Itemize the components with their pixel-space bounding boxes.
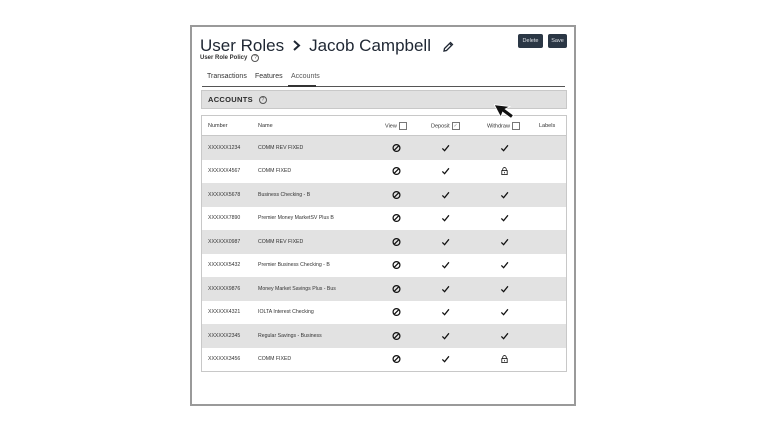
tab-features[interactable]: Features (255, 73, 283, 80)
account-name: Premier Money MarketSV Plus B (258, 215, 334, 222)
delete-button[interactable]: Delete (518, 34, 543, 48)
table-row[interactable] (202, 324, 566, 348)
account-number: XXXXXX7890 (208, 215, 241, 222)
view-permission[interactable] (392, 355, 401, 364)
tab-accounts[interactable]: Accounts (291, 73, 320, 80)
withdraw-permission[interactable] (500, 237, 509, 246)
deposit-select-all-checkbox[interactable]: ✓ (453, 122, 458, 129)
check-icon (500, 284, 509, 293)
account-name: Money Market Savings Plus - Bus (258, 285, 336, 292)
account-number: XXXXXX0987 (208, 238, 241, 245)
table-row[interactable] (202, 301, 566, 325)
subtitle-text: User Role Policy (200, 55, 248, 61)
user-role-policy-label (200, 54, 259, 62)
account-number: XXXXXX1234 (208, 144, 241, 151)
withdraw-permission[interactable] (500, 214, 509, 223)
blocked-icon (392, 167, 401, 176)
user-role-editor-panel (190, 25, 576, 406)
blocked-icon (392, 261, 401, 270)
account-name: Premier Business Checking - B (258, 262, 330, 269)
save-button[interactable]: Save (548, 34, 567, 48)
check-icon (500, 261, 509, 270)
table-body (202, 136, 566, 371)
account-name: COMM REV FIXED (258, 144, 304, 151)
account-number: XXXXXX5432 (208, 262, 241, 269)
deposit-permission[interactable] (441, 284, 450, 293)
account-number: XXXXXX4567 (208, 168, 241, 175)
table-row[interactable] (202, 183, 566, 207)
column-header-number: Number (208, 122, 228, 129)
blocked-icon (392, 308, 401, 317)
check-icon (500, 143, 509, 152)
column-header-deposit (431, 122, 460, 130)
account-name: IOLTA Interest Checking (258, 309, 314, 316)
check-icon (441, 237, 450, 246)
view-permission[interactable] (392, 308, 401, 317)
edit-pencil-icon[interactable] (441, 39, 455, 53)
deposit-permission[interactable] (441, 143, 450, 152)
withdraw-permission[interactable] (500, 308, 509, 317)
withdraw-permission[interactable] (500, 190, 509, 199)
table-row[interactable] (202, 254, 566, 278)
view-permission[interactable] (392, 214, 401, 223)
account-name: COMM REV FIXED (258, 238, 304, 245)
check-icon (441, 331, 450, 340)
check-icon (441, 143, 450, 152)
tab-bar (202, 72, 565, 87)
deposit-permission[interactable] (441, 355, 450, 364)
help-icon[interactable]: ? (251, 54, 259, 62)
withdraw-label: Withdraw (487, 122, 510, 129)
column-header-name: Name (258, 122, 273, 129)
table-row[interactable] (202, 207, 566, 231)
check-icon (441, 308, 450, 317)
check-icon (441, 355, 450, 364)
active-tab-indicator (288, 85, 316, 87)
check-icon (441, 190, 450, 199)
deposit-permission[interactable] (441, 237, 450, 246)
view-label: View (385, 122, 397, 129)
deposit-permission[interactable] (441, 308, 450, 317)
lock-icon (500, 167, 509, 176)
withdraw-permission[interactable] (500, 355, 509, 364)
column-header-labels: Labels (539, 122, 556, 129)
withdraw-permission[interactable] (500, 284, 509, 293)
deposit-permission[interactable] (441, 214, 450, 223)
check-icon (441, 261, 450, 270)
view-permission[interactable] (392, 190, 401, 199)
deposit-permission[interactable] (441, 190, 450, 199)
account-number: XXXXXX3456 (208, 356, 241, 363)
account-number: XXXXXX5678 (208, 191, 241, 198)
check-icon (441, 214, 450, 223)
view-permission[interactable] (392, 143, 401, 152)
deposit-permission[interactable] (441, 261, 450, 270)
table-row[interactable] (202, 230, 566, 254)
blocked-icon (392, 284, 401, 293)
deposit-permission[interactable] (441, 167, 450, 176)
view-permission[interactable] (392, 237, 401, 246)
table-row[interactable] (202, 348, 566, 372)
accounts-table (201, 115, 567, 372)
blocked-icon (392, 237, 401, 246)
account-name: Business Checking - B (258, 191, 311, 198)
withdraw-permission[interactable] (500, 143, 509, 152)
view-select-all-checkbox[interactable] (399, 122, 407, 130)
chevron-right-icon (292, 38, 301, 55)
check-icon (441, 284, 450, 293)
check-icon (500, 308, 509, 317)
view-permission[interactable] (392, 167, 401, 176)
account-number: XXXXXX4321 (208, 309, 241, 316)
column-header-view (385, 122, 407, 130)
tab-transactions[interactable]: Transactions (207, 73, 247, 80)
check-icon (500, 214, 509, 223)
check-icon (500, 190, 509, 199)
blocked-icon (392, 355, 401, 364)
blocked-icon (392, 214, 401, 223)
table-row[interactable] (202, 136, 566, 160)
withdraw-permission[interactable] (500, 167, 509, 176)
account-name: Regular Savings - Business (258, 332, 322, 339)
check-icon (500, 331, 509, 340)
account-number: XXXXXX2345 (208, 332, 241, 339)
blocked-icon (392, 143, 401, 152)
account-name: COMM FIXED (258, 168, 292, 175)
help-icon[interactable]: ? (259, 96, 267, 104)
table-row[interactable] (202, 277, 566, 301)
check-icon (441, 167, 450, 176)
breadcrumb-user-roles[interactable]: User Roles (200, 36, 285, 55)
breadcrumb (200, 36, 455, 56)
table-row[interactable] (202, 160, 566, 184)
account-name: COMM FIXED (258, 356, 292, 363)
withdraw-permission[interactable] (500, 331, 509, 340)
deposit-permission[interactable] (441, 331, 450, 340)
view-permission[interactable] (392, 331, 401, 340)
view-permission[interactable] (392, 261, 401, 270)
blocked-icon (392, 331, 401, 340)
section-title: ACCOUNTS (208, 95, 253, 104)
deposit-label: Deposit (431, 122, 450, 129)
lock-icon (500, 355, 509, 364)
breadcrumb-current-user: Jacob Campbell (309, 36, 431, 55)
view-permission[interactable] (392, 284, 401, 293)
blocked-icon (392, 190, 401, 199)
account-number: XXXXXX9876 (208, 285, 241, 292)
withdraw-permission[interactable] (500, 261, 509, 270)
mouse-cursor-icon (494, 103, 518, 127)
check-icon (500, 237, 509, 246)
